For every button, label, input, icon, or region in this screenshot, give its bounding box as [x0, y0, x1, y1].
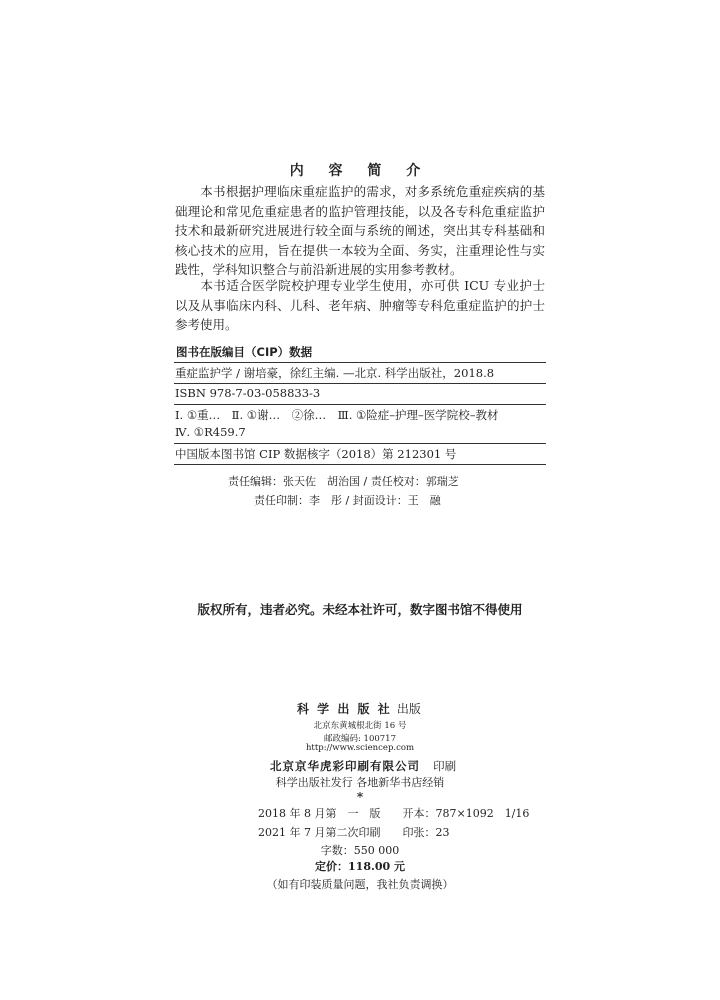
cip-subjects: Ⅰ. ①重… Ⅱ. ①谢… ②徐… Ⅲ. ①险症–护理–医学院校–教材	[175, 408, 499, 422]
cip-isbn: ISBN 978-7-03-058833-3	[175, 386, 321, 400]
cip-rule	[174, 404, 546, 405]
printer-name: 北京京华虎彩印刷有限公司	[270, 759, 420, 773]
quality-note: （如有印装质量问题，我社负责调换）	[266, 878, 454, 891]
publisher-postcode: 邮政编码: 100717	[323, 734, 396, 744]
cip-title-line: 重症监护学 / 谢培豪，徐红主编. —北京. 科学出版社，2018.8	[175, 366, 495, 380]
distribution-line: 科学出版社发行 各地新华书店经销	[275, 776, 445, 789]
publisher-url: http://www.sciencep.com	[305, 743, 415, 753]
editor-credits: 责任编辑：张天佐 胡治国 / 责任校对：郭瑞芝	[228, 475, 459, 488]
cip-verify-number: 中国版本图书馆 CIP 数据核字（2018）第 212301 号	[175, 447, 457, 461]
production-credits: 责任印制：李 彤 / 封面设计：王 融	[254, 494, 441, 507]
printer-line	[270, 755, 456, 774]
cip-rule-top	[174, 362, 546, 363]
publisher-line	[297, 698, 421, 717]
cip-rule	[174, 443, 546, 444]
publisher-name: 科 学 出 版 社	[297, 702, 392, 716]
edition-info: 2018 年 8 月第 一 版 开本：787×1092 1/16	[258, 807, 530, 820]
word-count: 字数：550 000	[320, 844, 400, 857]
intro-paragraph-2: 本书适合医学院校护理专业学生使用，亦可供 ICU 专业护士以及从事临床内科、儿科、老年病、肿瘤等专科危重症监护的护士参考使用。	[175, 278, 545, 332]
cip-classification: Ⅳ. ①R459.7	[175, 425, 246, 439]
intro-paragraph-1: 本书根据护理临床重症监护的需求，对多系统危重症疾病的基础理论和常见危重症患者的监护管理技能，以及各专科危重症监护技术和最新研究进展进行较全面与系统的阐述，突出其专科基础和核心技术的应用，旨在提供一本较为全面、务实，注重理论性与实践性，学科知识整合与前沿新进展的实用参考教材。	[175, 184, 545, 277]
intro-title: 内 容 简 介	[289, 163, 431, 179]
cip-rule-bottom	[174, 464, 546, 465]
printer-role: 印刷	[433, 759, 457, 773]
rights-notice: 版权所有，违者必究。未经本社许可，数字图书馆不得使用	[197, 602, 523, 617]
separator-star: *	[356, 790, 364, 804]
cip-rule	[174, 383, 546, 384]
price: 定价：118.00 元	[315, 860, 405, 873]
printing-info: 2021 年 7 月第二次印刷 印张：23	[258, 826, 450, 839]
publisher-role: 出版	[396, 702, 421, 716]
cip-heading: 图书在版编目（CIP）数据	[176, 345, 313, 359]
publisher-address: 北京东黄城根北街 16 号	[313, 721, 407, 731]
